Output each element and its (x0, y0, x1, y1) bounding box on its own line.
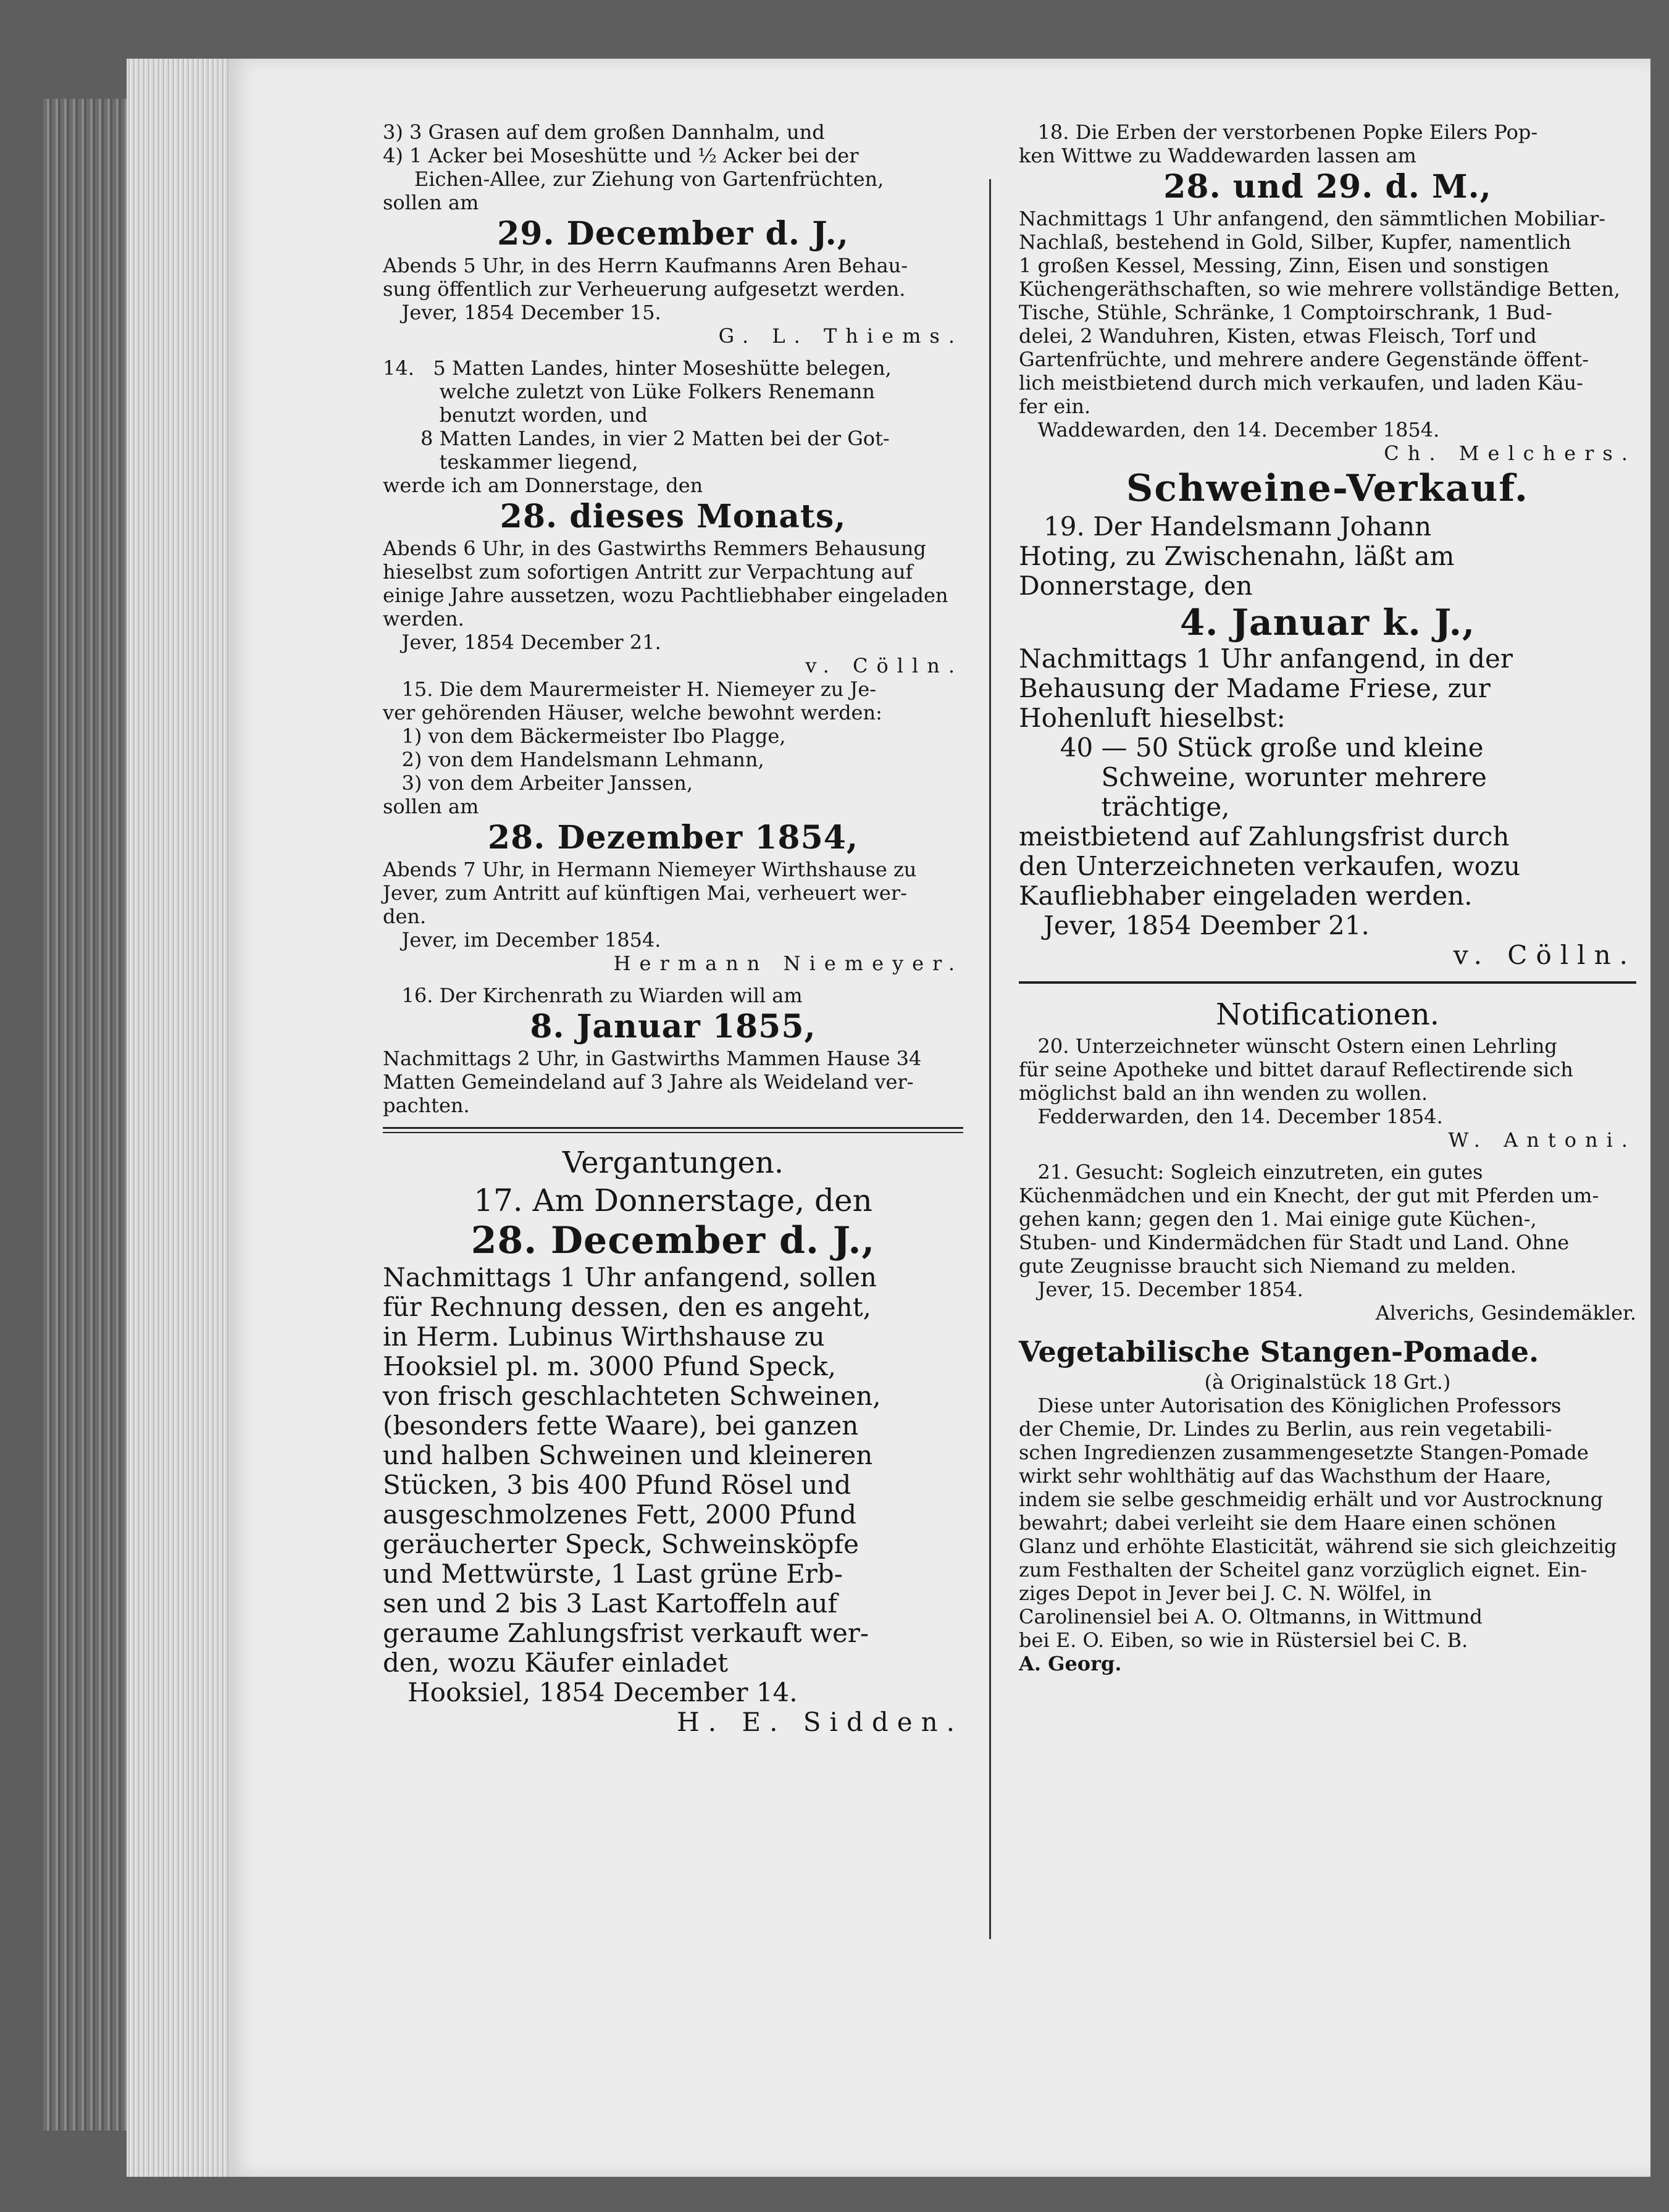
text-line: 1) von dem Bäckermeister Ibo Plagge, (383, 724, 786, 748)
signature: G. L. Thiems. (718, 324, 963, 348)
text-line: 15. Die dem Maurermeister H. Niemeyer zu Je- (383, 677, 877, 701)
text-line: sollen am (383, 191, 479, 214)
text-line: benutzt worden, und (383, 403, 648, 427)
text-line: indem sie selbe geschmeidig erhält und vor Austrocknung (1019, 1488, 1604, 1511)
text-line: Küchengeräthschaften, so wie mehrere vollständige Betten, (1019, 277, 1620, 301)
text-line: 2) von dem Handelsmann Lehmann, (383, 748, 764, 771)
text-line: sollen am (383, 795, 479, 818)
text-line: 20. Unterzeichneter wünscht Ostern einen Lehrling (1019, 1034, 1557, 1058)
text-line: Fedderwarden, den 14. December 1854. (1019, 1105, 1443, 1128)
text-line: delei, 2 Wanduhren, Kisten, etwas Fleisch, Torf und (1019, 324, 1537, 348)
text-line: schen Ingredienzen zusammengesetzte Stangen-Pomade (1019, 1441, 1589, 1464)
text-line: gute Zeugnisse braucht sich Niemand zu melden. (1019, 1254, 1516, 1278)
book-spine-edge (43, 99, 130, 2130)
text-line: ver gehörenden Häuser, welche bewohnt werden: (383, 701, 882, 724)
notice-intro: 17. Am Donnerstage, den (474, 1183, 872, 1218)
text-line: geraume Zahlungsfrist verkauft wer- (383, 1618, 869, 1648)
auction-date: 28. und 29. d. M., (1163, 168, 1492, 206)
notice-14 (383, 356, 963, 677)
auction-date: 8. Januar 1855, (530, 1008, 816, 1045)
text-line: Glanz und erhöhte Elasticität, während sie sich gleichzeitig (1019, 1535, 1617, 1558)
text-line: Nachlaß, bestehend in Gold, Silber, Kupfer, namentlich (1019, 230, 1571, 254)
section-pomade (1019, 1333, 1636, 1675)
signature: Hermann Niemeyer. (613, 952, 963, 975)
text-line: Nachmittags 1 Uhr anfangend, in der (1019, 643, 1513, 674)
section-heading: Vergantungen. (562, 1146, 784, 1180)
text-line: Jever, 1854 December 21. (383, 631, 661, 654)
text-line: Eichen-Allee, zur Ziehung von Gartenfrüchten, (383, 167, 884, 191)
text-line: A. Georg. (1019, 1652, 1122, 1675)
text-line: 18. Die Erben der verstorbenen Popke Eilers Pop- (1019, 120, 1538, 144)
text-line: fer ein. (1019, 395, 1091, 418)
text-line: Abends 5 Uhr, in des Herrn Kaufmanns Aren Behau- (383, 254, 908, 277)
notice-15 (383, 677, 963, 975)
text-line: ausgeschmolzenes Fett, 2000 Pfund (383, 1499, 857, 1530)
text-line: Matten Gemeindeland auf 3 Jahre als Weideland ver- (383, 1070, 914, 1094)
text-line: Carolinensiel bei A. O. Oltmanns, in Wittmund (1019, 1605, 1483, 1628)
text-line: ziges Depot in Jever bei J. C. N. Wölfel, in (1019, 1581, 1432, 1605)
text-line: welche zuletzt von Lüke Folkers Renemann (383, 380, 876, 403)
text-line: sung öffentlich zur Verheuerung aufgesetzt werden. (383, 277, 906, 301)
text-line: Jever, 1854 December 15. (383, 301, 661, 324)
text-line: Nachmittags 1 Uhr anfangend, sollen (383, 1262, 877, 1292)
column-divider (989, 179, 991, 1939)
text-line: Jever, 1854 Deember 21. (1019, 910, 1370, 941)
text-line: Schweine, worunter mehrere (1019, 762, 1487, 792)
text-line: 8 Matten Landes, in vier 2 Matten bei der Got- (383, 427, 890, 450)
text-line: bewahrt; dabei verleiht sie dem Haare einen schönen (1019, 1511, 1557, 1535)
text-line: hieselbst zum sofortigen Antritt zur Verpachtung auf (383, 560, 913, 584)
text-line: meistbietend auf Zahlungsfrist durch (1019, 821, 1510, 852)
signature: Ch. Melchers. (1384, 442, 1636, 465)
text-line: 3) 3 Grasen auf dem großen Dannhalm, und (383, 120, 825, 144)
page-stack-edge (127, 59, 232, 2177)
text-line: und Mettwürste, 1 Last grüne Erb- (383, 1559, 843, 1589)
section-divider (383, 1127, 963, 1133)
text-line: 40 — 50 Stück große und kleine (1019, 732, 1484, 763)
text-line: werde ich am Donnerstage, den (383, 474, 703, 497)
text-line: 21. Gesucht: Sogleich einzutreten, ein gutes (1019, 1160, 1483, 1184)
text-line: Hooksiel, 1854 December 14. (383, 1677, 798, 1707)
text-line: der Chemie, Dr. Lindes zu Berlin, aus rein vegetabili- (1019, 1417, 1552, 1441)
text-line: für seine Apotheke und bittet darauf Reflectirende sich (1019, 1058, 1573, 1081)
text-line: den, wozu Käufer einladet (383, 1648, 728, 1678)
text-line: den. (383, 905, 427, 928)
notice-13-continued (383, 120, 963, 348)
left-column (383, 120, 963, 1737)
section-notificationen (1019, 995, 1636, 1325)
text-line: sen und 2 bis 3 Last Kartoffeln auf (383, 1588, 838, 1619)
signature: v. Cölln. (1453, 940, 1636, 970)
text-line: Stücken, 3 bis 400 Pfund Rösel und (383, 1470, 851, 1500)
text-line: Diese unter Autorisation des Königlichen Professors (1019, 1394, 1562, 1417)
text-line: 4) 1 Acker bei Moseshütte und ½ Acker bei der (383, 144, 859, 167)
text-line: Abends 6 Uhr, in des Gastwirths Remmers Behausung (383, 537, 926, 560)
text-line: pachten. (383, 1094, 470, 1117)
text-line: einige Jahre aussetzen, wozu Pachtliebhaber eingeladen (383, 584, 948, 607)
text-line: Jever, im December 1854. (383, 928, 661, 952)
auction-date: 29. December d. J., (497, 215, 849, 253)
text-line: 14. 5 Matten Landes, hinter Moseshütte belegen, (383, 356, 892, 380)
signature: Alverichs, Gesindemäkler. (1375, 1301, 1636, 1325)
text-line: lich meistbietend durch mich verkaufen, und laden Käu- (1019, 371, 1583, 395)
text-line: Nachmittags 2 Uhr, in Gastwirths Mammen Hause 34 (383, 1047, 922, 1070)
text-line: Hooksiel pl. m. 3000 Pfund Speck, (383, 1351, 837, 1381)
section-heading: Vegetabilische Stangen-Pomade. (1019, 1335, 1539, 1368)
text-line: wirkt sehr wohlthätig auf das Wachsthum der Haare, (1019, 1464, 1552, 1488)
text-line: den Unterzeichneten verkaufen, wozu (1019, 851, 1521, 881)
text-line: möglichst bald an ihn wenden zu wollen. (1019, 1081, 1428, 1105)
text-line: Waddewarden, den 14. December 1854. (1019, 418, 1440, 442)
auction-date: 28. December d. J., (471, 1219, 876, 1262)
text-line: gehen kann; gegen den 1. Mai einige gute Küchen-, (1019, 1207, 1537, 1231)
text-line: Hohenluft hieselbst: (1019, 703, 1286, 733)
text-line: Stuben- und Kindermädchen für Stadt und Land. Ohne (1019, 1231, 1570, 1254)
section-divider (1019, 981, 1636, 984)
text-line: Abends 7 Uhr, in Hermann Niemeyer Wirthshause zu (383, 858, 917, 881)
text-line: in Herm. Lubinus Wirthshause zu (383, 1322, 825, 1352)
signature: H. E. Sidden. (677, 1707, 963, 1737)
text-line: 3) von dem Arbeiter Janssen, (383, 771, 693, 795)
text-line: geräucherter Speck, Schweinsköpfe (383, 1529, 859, 1559)
text-line: Küchenmädchen und ein Knecht, der gut mit Pferden um- (1019, 1184, 1599, 1207)
text-line: für Rechnung dessen, den es angeht, (383, 1292, 871, 1322)
price-note: (à Originalstück 18 Grt.) (1204, 1370, 1451, 1394)
text-line: bei E. O. Eiben, so wie in Rüstersiel bei C. B. (1019, 1628, 1468, 1652)
right-column (1019, 120, 1636, 1675)
text-line: 1 großen Kessel, Messing, Zinn, Eisen und sonstigen (1019, 254, 1549, 277)
text-line: trächtige, (1019, 792, 1230, 822)
text-line: Nachmittags 1 Uhr anfangend, den sämmtlichen Mobiliar- (1019, 207, 1606, 230)
notice-18 (1019, 120, 1636, 465)
signature: v. Cölln. (805, 654, 963, 677)
auction-date: 28. Dezember 1854, (487, 819, 859, 857)
text-line: Behausung der Madame Friese, zur (1019, 673, 1491, 703)
text-line: werden. (383, 607, 464, 631)
text-line: ken Wittwe zu Waddewarden lassen am (1019, 144, 1416, 167)
text-line: Tische, Stühle, Schränke, 1 Comptoirschrank, 1 Bud- (1019, 301, 1552, 324)
text-line: Jever, 15. December 1854. (1019, 1278, 1303, 1301)
text-line: von frisch geschlachteten Schweinen, (383, 1381, 881, 1411)
text-line: teskammer liegend, (383, 450, 638, 474)
notice-16 (383, 984, 963, 1117)
section-vergantungen (383, 1143, 963, 1737)
text-line: Hoting, zu Zwischenahn, läßt am (1019, 541, 1455, 571)
section-heading: Schweine-Verkauf. (1126, 467, 1529, 510)
text-line: Donnerstage, den (1019, 571, 1253, 601)
auction-date: 4. Januar k. J., (1179, 601, 1476, 643)
text-line: zum Festhalten der Scheitel ganz vorzüglich eignet. Ein- (1019, 1558, 1587, 1581)
section-schweine-verkauf (1019, 465, 1636, 970)
text-line: Kaufliebhaber eingeladen werden. (1019, 881, 1473, 911)
text-line: Jever, zum Antritt auf künftigen Mai, verheuert wer- (383, 881, 907, 905)
text-line: 16. Der Kirchenrath zu Wiarden will am (383, 984, 803, 1007)
text-line: (besonders fette Waare), bei ganzen (383, 1410, 859, 1441)
text-line: Gartenfrüchte, und mehrere andere Gegenstände öffent- (1019, 348, 1589, 371)
section-heading: Notificationen. (1215, 997, 1440, 1032)
signature: W. Antoni. (1448, 1128, 1636, 1152)
auction-date: 28. dieses Monats, (500, 498, 847, 535)
text-line: 19. Der Handelsmann Johann (1019, 511, 1432, 542)
text-line: und halben Schweinen und kleineren (383, 1440, 873, 1470)
